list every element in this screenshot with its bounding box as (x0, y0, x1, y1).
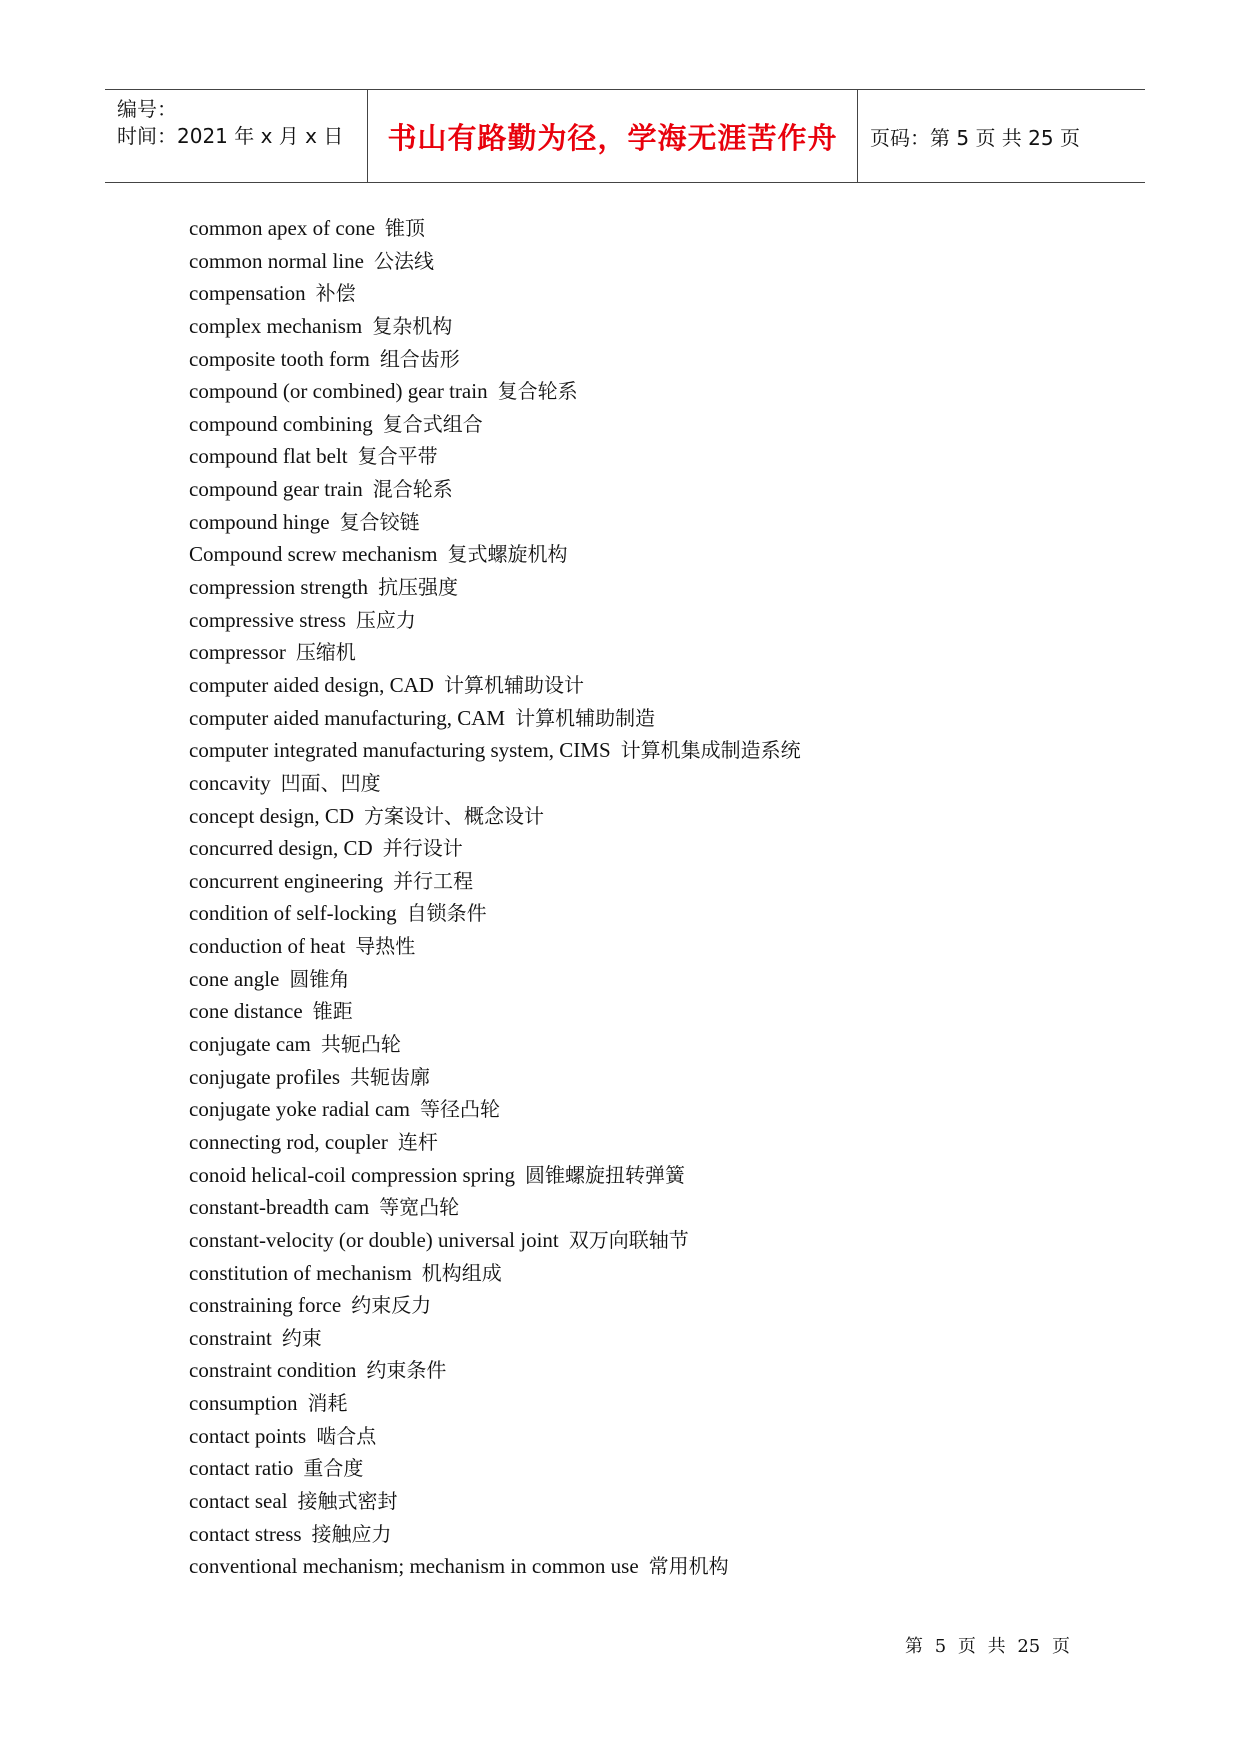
entry-term-zh: 锥顶 (385, 216, 426, 240)
entry-term-zh: 消耗 (307, 1391, 348, 1416)
entry-term-en: cone angle (189, 966, 280, 991)
glossary-entry (189, 277, 801, 310)
entry-term-zh: 共轭凸轮 (320, 1032, 401, 1057)
entry-term-zh: 组合齿形 (379, 346, 460, 371)
entry-term-en: compound flat belt (189, 444, 348, 469)
entry-term-en: complex mechanism (189, 313, 363, 338)
glossary-entry (189, 604, 801, 637)
entry-term-zh: 重合度 (303, 1456, 364, 1481)
glossary-entry (189, 245, 801, 278)
glossary-entry (189, 538, 801, 571)
glossary-entry (189, 506, 801, 539)
glossary-entry (189, 1191, 801, 1224)
glossary-entry (189, 963, 801, 996)
code-label: 编号： (117, 97, 177, 121)
entry-term-en: concavity (189, 770, 271, 795)
motto-text: 书山有路勤为径，学海无涯苦作舟 (387, 120, 838, 155)
entry-term-zh: 复合平带 (357, 444, 438, 469)
glossary-entry (189, 1061, 801, 1094)
glossary-entry (189, 1093, 801, 1126)
entry-term-en: contact seal (189, 1488, 288, 1513)
entry-term-en: constraint condition (189, 1358, 357, 1383)
entry-term-en: compressive stress (189, 607, 346, 632)
glossary-entry (189, 1289, 801, 1322)
entry-term-zh: 并行工程 (393, 868, 474, 893)
glossary-entry (189, 865, 801, 898)
entry-term-zh: 共轭齿廓 (350, 1064, 431, 1089)
entry-term-en: Compound screw mechanism (189, 542, 438, 567)
glossary-entry (189, 473, 801, 506)
entry-term-zh: 计算机辅助设计 (443, 672, 584, 697)
entry-term-zh: 圆锥角 (289, 966, 350, 991)
entry-term-zh: 连杆 (397, 1129, 438, 1154)
glossary-entry (189, 1028, 801, 1061)
entry-term-zh: 锥距 (312, 999, 353, 1024)
entry-term-en: concept design, CD (189, 803, 355, 828)
glossary-entry (189, 1224, 801, 1257)
glossary-entry (189, 800, 801, 833)
entry-term-en: computer aided design, CAD (189, 672, 434, 697)
glossary-entry (189, 1518, 801, 1551)
entry-term-zh: 复合轮系 (497, 379, 578, 404)
entry-term-zh: 方案设计、概念设计 (364, 803, 545, 828)
glossary-entry (189, 995, 801, 1028)
entry-term-en: concurred design, CD (189, 836, 373, 861)
entry-term-en: computer integrated manufacturing system, CIMS (189, 738, 611, 763)
entry-term-en: contact points (189, 1423, 307, 1448)
entry-term-zh: 约束反力 (351, 1293, 432, 1318)
entry-term-en: cone distance (189, 999, 303, 1024)
entry-term-en: common normal line (189, 248, 364, 273)
entry-term-en: conventional mechanism; mechanism in common use (189, 1554, 639, 1579)
entry-term-zh: 压缩机 (295, 640, 356, 665)
header-page-cell (858, 90, 1145, 182)
glossary-entry (189, 1159, 801, 1192)
glossary-entry (189, 212, 801, 245)
page-header (105, 89, 1145, 183)
entry-term-zh: 自锁条件 (406, 901, 487, 926)
entry-term-en: conjugate yoke radial cam (189, 1097, 410, 1122)
glossary-entry (189, 734, 801, 767)
glossary-list (189, 212, 801, 1583)
entry-term-zh: 常用机构 (648, 1554, 729, 1579)
entry-term-zh: 接触式密封 (297, 1488, 398, 1513)
entry-term-en: constraining force (189, 1293, 342, 1318)
entry-term-en: constant-velocity (or double) universal joint (189, 1227, 559, 1252)
entry-term-en: conjugate cam (189, 1032, 311, 1057)
glossary-entry (189, 408, 801, 441)
entry-term-en: compound combining (189, 411, 373, 436)
entry-term-en: condition of self-locking (189, 901, 397, 926)
entry-term-zh: 凹面、凹度 (280, 770, 381, 795)
entry-term-en: compressor (189, 640, 286, 665)
entry-term-en: conjugate profiles (189, 1064, 341, 1089)
entry-term-zh: 计算机辅助制造 (515, 705, 656, 730)
entry-term-zh: 啮合点 (316, 1423, 377, 1448)
glossary-entry (189, 310, 801, 343)
entry-term-zh: 等宽凸轮 (379, 1195, 460, 1220)
glossary-entry (189, 669, 801, 702)
entry-term-en: conoid helical-coil compression spring (189, 1162, 516, 1187)
entry-term-en: common apex of cone (189, 216, 376, 240)
entry-term-zh: 双万向联轴节 (568, 1227, 689, 1252)
header-motto-cell (368, 90, 858, 182)
glossary-entry (189, 440, 801, 473)
entry-term-zh: 等径凸轮 (419, 1097, 500, 1122)
glossary-entry (189, 1126, 801, 1159)
page-footer: 第 5 页 共 25 页 (905, 1636, 1070, 1657)
entry-term-en: compression strength (189, 575, 369, 600)
glossary-entry (189, 1322, 801, 1355)
glossary-entry (189, 636, 801, 669)
glossary-entry (189, 571, 801, 604)
entry-term-en: concurrent engineering (189, 868, 384, 893)
entry-term-en: constraint (189, 1325, 272, 1350)
entry-term-zh: 压应力 (355, 607, 416, 632)
entry-term-zh: 约束 (281, 1325, 322, 1350)
entry-term-zh: 接触应力 (311, 1521, 392, 1546)
entry-term-en: constitution of mechanism (189, 1260, 412, 1285)
glossary-entry (189, 832, 801, 865)
glossary-entry (189, 702, 801, 735)
entry-term-en: connecting rod, coupler (189, 1129, 388, 1154)
entry-term-en: contact ratio (189, 1456, 294, 1481)
entry-term-zh: 复杂机构 (372, 313, 453, 338)
glossary-entry (189, 343, 801, 376)
entry-term-zh: 机构组成 (421, 1260, 502, 1285)
glossary-entry (189, 1420, 801, 1453)
entry-term-zh: 约束条件 (366, 1358, 447, 1383)
entry-term-zh: 混合轮系 (372, 477, 453, 502)
page-code: 页码：第 5 页 共 25 页 (870, 125, 1080, 150)
entry-term-en: computer aided manufacturing, CAM (189, 705, 506, 730)
entry-term-en: contact stress (189, 1521, 302, 1546)
entry-term-zh: 圆锥螺旋扭转弹簧 (525, 1162, 686, 1187)
glossary-entry (189, 1485, 801, 1518)
glossary-entry (189, 930, 801, 963)
entry-term-zh: 复合式组合 (382, 411, 483, 436)
entry-term-zh: 公法线 (373, 248, 434, 273)
entry-term-en: composite tooth form (189, 346, 370, 371)
entry-term-en: constant-breadth cam (189, 1195, 370, 1220)
time-label: 时间：2021 年 x 月 x 日 (117, 124, 344, 148)
entry-term-zh: 计算机集成制造系统 (620, 738, 801, 763)
glossary-entry (189, 1550, 801, 1583)
entry-term-zh: 导热性 (355, 934, 416, 959)
entry-term-zh: 补偿 (315, 281, 356, 306)
glossary-entry (189, 897, 801, 930)
glossary-entry (189, 1387, 801, 1420)
glossary-entry (189, 767, 801, 800)
header-info-cell (105, 90, 368, 182)
entry-term-zh: 抗压强度 (378, 575, 459, 600)
entry-term-en: compensation (189, 281, 306, 306)
entry-term-en: consumption (189, 1391, 298, 1416)
entry-term-en: compound (or combined) gear train (189, 379, 488, 404)
entry-term-zh: 复式螺旋机构 (447, 542, 568, 567)
glossary-entry (189, 375, 801, 408)
glossary-entry (189, 1354, 801, 1387)
entry-term-en: compound hinge (189, 509, 330, 534)
entry-term-zh: 并行设计 (382, 836, 463, 861)
glossary-entry (189, 1257, 801, 1290)
entry-term-zh: 复合铰链 (339, 509, 420, 534)
glossary-entry (189, 1452, 801, 1485)
entry-term-en: conduction of heat (189, 934, 346, 959)
entry-term-en: compound gear train (189, 477, 363, 502)
